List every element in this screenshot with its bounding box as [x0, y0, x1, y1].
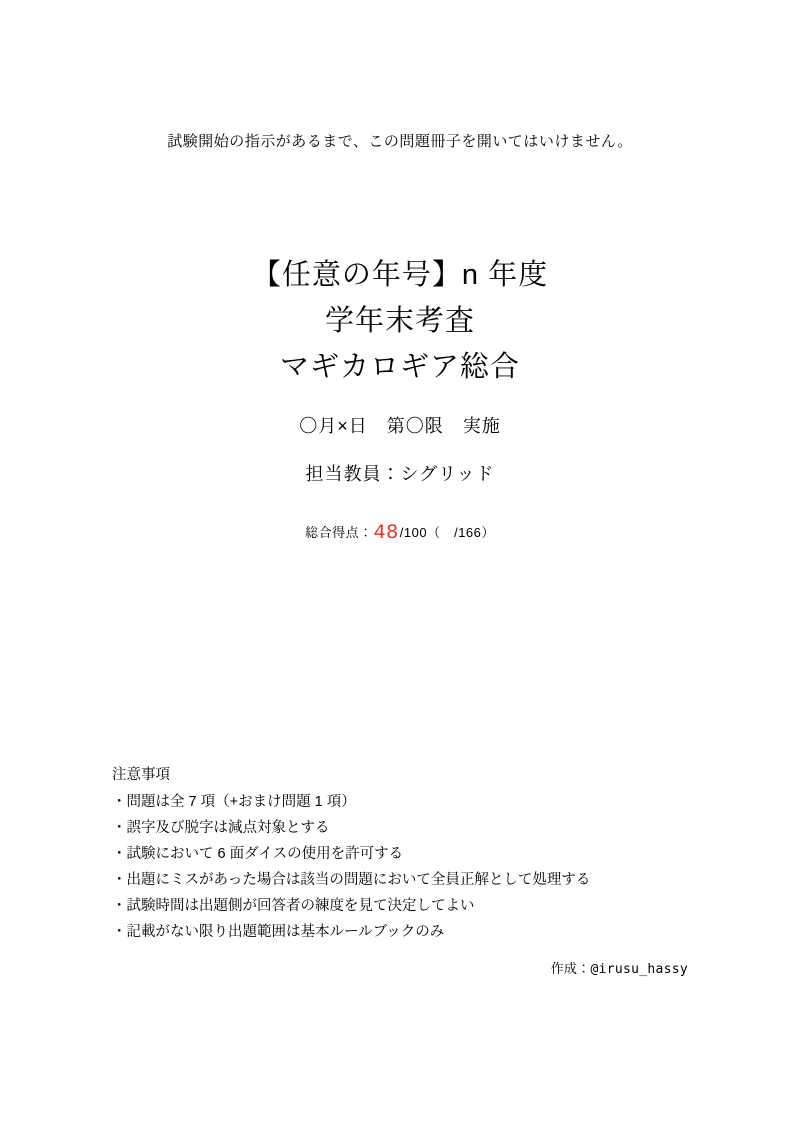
- list-item: ・問題は全 7 項（+おまけ問題 1 項）: [112, 794, 356, 810]
- total-score-label: 総合得点：: [305, 525, 373, 540]
- list-item: ・試験時間は出題側が回答者の練度を見て決定してよい: [112, 898, 475, 914]
- total-score-max: /100: [399, 525, 428, 540]
- exam-datetime: 〇月×日 第〇限 実施: [299, 416, 501, 436]
- author-credit: 作成：@irusu_hassy: [550, 962, 688, 977]
- top-notice-text: 試験開始の指示があるまで、この問題冊子を開いてはいけません。: [167, 133, 633, 150]
- notes-list: [112, 789, 732, 945]
- list-item: ・誤字及び脱字は減点対象とする: [112, 820, 330, 836]
- list-item: ・出題にミスがあった場合は該当の問題において全員正解として処理する: [112, 872, 591, 888]
- page-title-line-3: マギカロギア総合: [279, 351, 520, 383]
- page-title-line-1: 【任意の年号】n 年度: [251, 259, 549, 291]
- total-score-line: [0, 521, 800, 543]
- total-score-value: 48: [373, 521, 399, 543]
- list-item: ・試験において 6 面ダイスの使用を許可する: [112, 846, 404, 862]
- list-item: ・記載がない限り出題範囲は基本ルールブックのみ: [112, 924, 445, 940]
- total-score-secondary: （ /166）: [427, 525, 495, 540]
- notes-block: [112, 762, 732, 945]
- page-title-line-2: 学年末考査: [324, 305, 475, 337]
- teacher-name: 担当教員：シグリッド: [305, 464, 495, 484]
- notes-title: 注意事項: [112, 767, 170, 783]
- exam-title-block: [0, 252, 800, 390]
